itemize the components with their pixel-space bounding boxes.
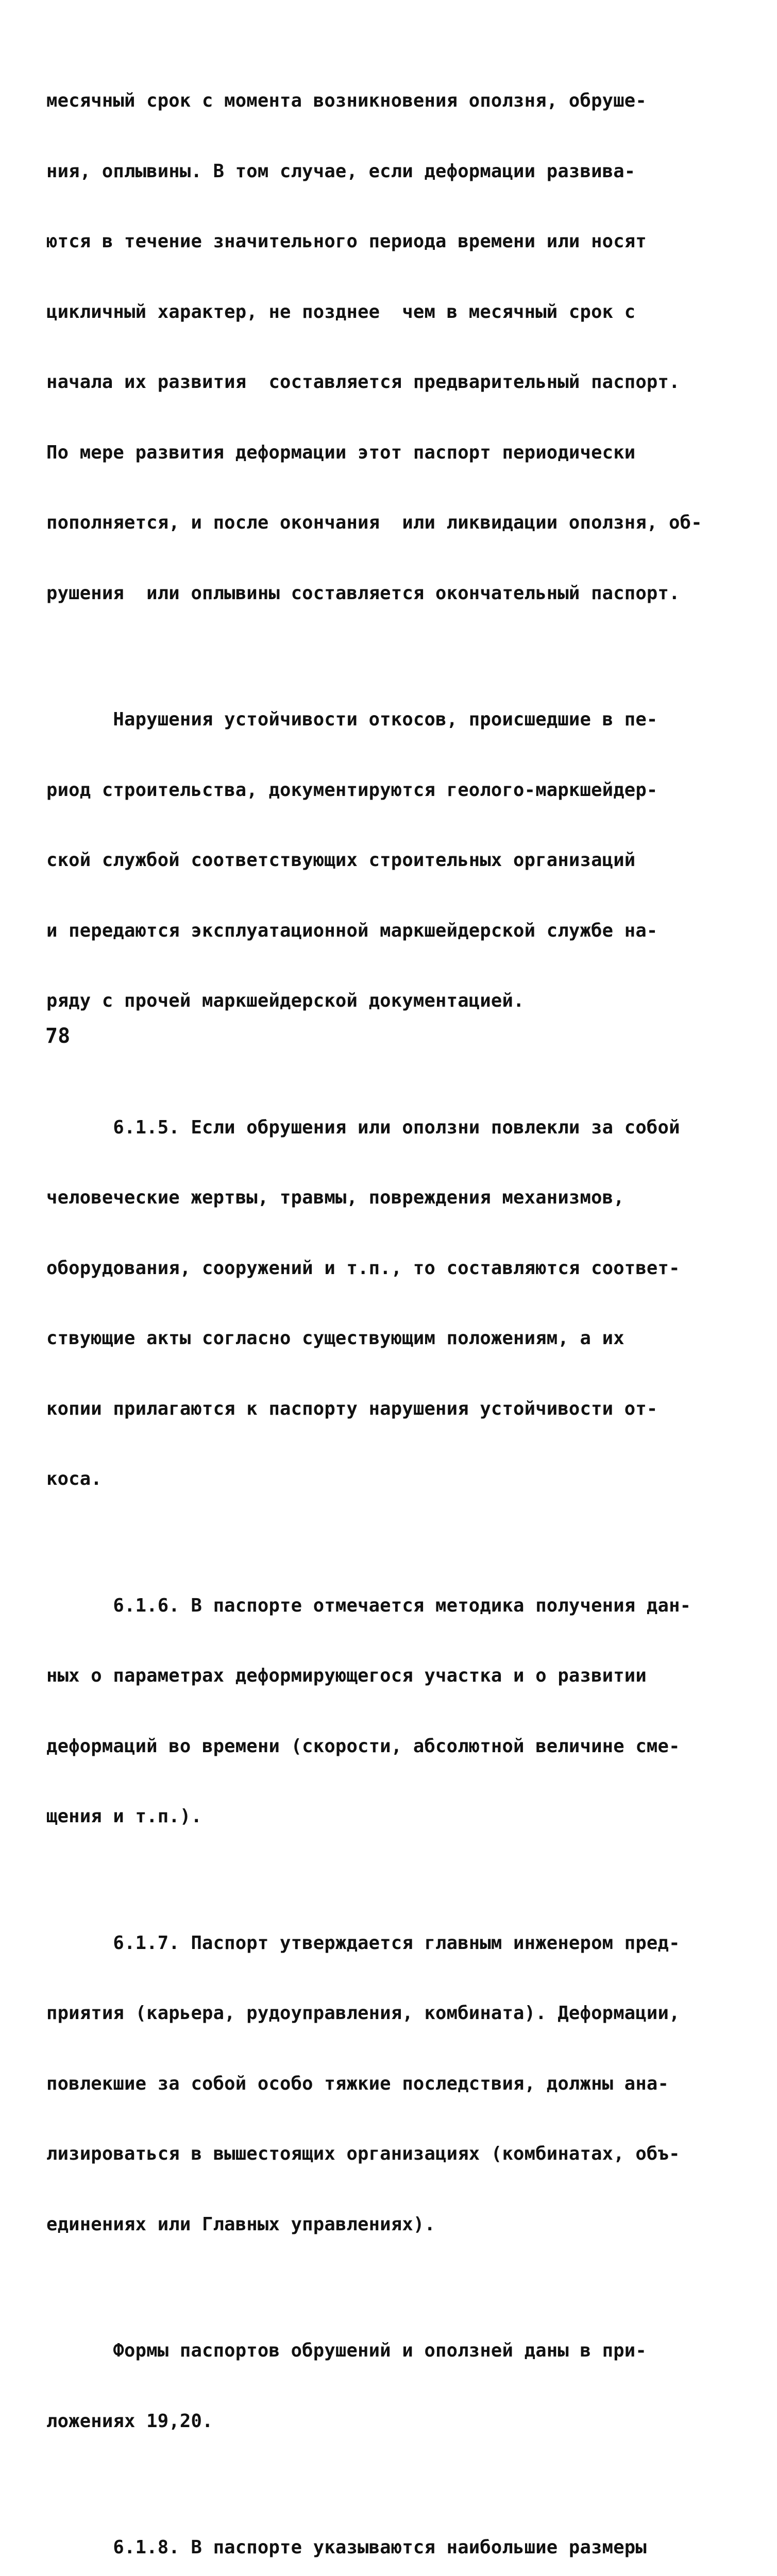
text-line: человеческие жертвы, травмы, повреждения механизмов, [46, 1187, 624, 1208]
text-line: ряду с прочей маркшейдерской документацией. [46, 990, 525, 1011]
text-line: 6.1.8. В паспорте указываются наибольшие размеры [46, 2537, 647, 2558]
text-line: коса. [46, 1468, 102, 1489]
page-number: 78 [45, 1024, 71, 1048]
text-line: ской службой соответствующих строительных организаций [46, 850, 636, 871]
text-line: 6.1.5. Если обрушения или оползни повлекли за собой [46, 1116, 680, 1138]
text-line: щения и т.п.). [46, 1806, 202, 1827]
text-line: По мере развития деформации этот паспорт периодически [46, 442, 636, 463]
text-line: Нарушения устойчивости откосов, происшедшие в пе- [46, 709, 658, 730]
text-line: рушения или оплывины составляется окончательный паспорт. [46, 582, 680, 604]
text-line: 6.1.6. В паспорте отмечается методика получения дан- [46, 1595, 691, 1616]
text-line: и передаются эксплуатационной маркшейдерской службе на- [46, 920, 658, 941]
text-line: ствующие акты согласно существующим положениям, а их [46, 1328, 624, 1349]
text-line: ложениях 19,20. [46, 2410, 213, 2432]
paragraph-1 [46, 42, 732, 652]
text-line: месячный срок с момента возникновения оползня, обруше- [46, 90, 647, 111]
text-line: копии прилагаются к паспорту нарушения устойчивости от- [46, 1398, 658, 1419]
paragraph-6-1-8 [46, 2489, 732, 2576]
text-line: ния, оплывины. В том случае, если деформации развива- [46, 160, 636, 182]
text-line: повлекшие за собой особо тяжкие последствия, должны ана- [46, 2073, 669, 2094]
text-line: 6.1.7. Паспорт утверждается главным инженером пред- [46, 1932, 680, 1954]
text-line: Формы паспортов обрушений и оползней даны в при- [46, 2340, 647, 2361]
paragraph-6-1-5 [46, 1069, 732, 1538]
text-line: цикличный характер, не позднее чем в месячный срок с [46, 301, 636, 323]
text-line: лизироваться в вышестоящих организациях (комбинатах, объ- [46, 2143, 680, 2164]
text-line: оборудования, сооружений и т.п., то составляются соответ- [46, 1257, 680, 1279]
paragraph-forms [46, 2292, 732, 2480]
text-line: единениях или Главных управлениях). [46, 2213, 436, 2235]
paragraph-6-1-6 [46, 1547, 732, 1875]
text-line: ются в течение значительного периода времени или носят [46, 231, 647, 252]
text-line: приятия (карьера, рудоуправления, комбината). Деформации, [46, 2003, 680, 2024]
text-line: ных о параметрах деформирующегося участка и о развитии [46, 1665, 647, 1686]
text-line: риод строительства, документируются геолого-маркшейдер- [46, 779, 658, 801]
paragraph-6-1-7 [46, 1885, 732, 2283]
text-line: начала их развития составляется предварительный паспорт. [46, 371, 680, 393]
text-line: деформаций во времени (скорости, абсолютной величине сме- [46, 1735, 680, 1757]
body-text [46, 42, 732, 2576]
paragraph-2 [46, 661, 732, 1060]
text-line: пополняется, и после окончания или ликвидации оползня, об- [46, 512, 702, 533]
